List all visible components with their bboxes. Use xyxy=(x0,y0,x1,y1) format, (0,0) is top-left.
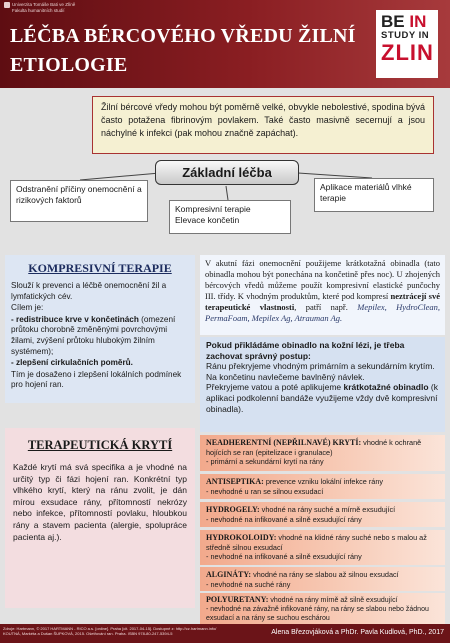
compression-heading: KOMPRESIVNÍ TERAPIE xyxy=(28,261,172,275)
logo-be: BE xyxy=(381,12,405,31)
cover-note: - nevhodné u ran se silnou exsudací xyxy=(206,486,324,496)
procedure-step-3 xyxy=(206,382,439,414)
compression-elevation-node xyxy=(169,200,291,234)
cover-note: - nevhodné na suché rány xyxy=(206,579,291,589)
footer xyxy=(0,624,450,643)
sources xyxy=(3,626,273,636)
bullet-1-rest: (omezení průtoku chorobně změněnými povrchovými žilami, zvýšení průtoku hlubokým žilním systémem); xyxy=(11,314,176,356)
intro-box: Žilní bércové vředy mohou být poměrně velké, obvykle nebolestivé, spodina bývá často potažena fibrinovým povlakem. Také často masivně secernují a jsou náchylné k infekci (pak mohou značně zapáchat). xyxy=(92,96,434,154)
cover-use: vhodné na rány suché a mírně exsudující xyxy=(259,505,396,514)
cover-title: POLYURETANY: xyxy=(206,595,269,604)
bandage-text-c: , patří např. xyxy=(294,301,358,312)
moist-therapy-node: Aplikace materiálů vlhké terapie xyxy=(314,178,434,212)
cover-use: vhodné na rány mírně až silně exsudující xyxy=(268,597,398,604)
procedure-heading: Pokud přikládáme obinadlo na kožní lézi, je třeba zachovat správný postup: xyxy=(206,340,405,361)
cover-use: vhodné na rány se slabou až silnou exsudací xyxy=(251,570,399,579)
source-2: KOUTNÁ, Markéta a Dušan ŠUPKOVÁ, 2015. Ošetřování ran. Praha. ISBN 978-80-247-5394-5 xyxy=(3,631,173,636)
compression-bullet-1 xyxy=(11,315,189,357)
authors: Alena Březovjáková a PhDr. Pavla Kudlová, PhD., 2017 xyxy=(271,629,444,636)
cause-removal-node: Odstranění příčiny onemocnění a rizikových faktorů xyxy=(10,180,148,222)
cover-title: HYDROKOLOIDY: xyxy=(206,533,277,542)
bandage-procedure xyxy=(200,337,445,432)
bullet-2-bold: - zlepšení cirkulačních poměrů. xyxy=(11,358,133,368)
covers-heading: TERAPEUTICKÁ KRYTÍ xyxy=(27,438,173,452)
logo-line-3: ZLIN xyxy=(381,40,434,65)
cover-note: - nevhodné na závažně infikované rány, na rány se slabou nebo žádnou exsudací a na rány se suchou eschárou xyxy=(206,605,429,622)
cover-item-antiseptics xyxy=(200,474,445,499)
cover-item-hydrogels xyxy=(200,502,445,527)
cover-use: vhodné na klidné rány suché nebo s malou až středně silnou exsudací xyxy=(206,533,427,552)
university-name: Univerzita Tomáše Bati ve Zlíně xyxy=(12,2,76,8)
cover-title: ANTISEPTIKA: xyxy=(206,477,264,486)
compression-section xyxy=(5,255,195,403)
cover-note: - primární a sekundární krytí na rány xyxy=(206,457,324,467)
bandage-info xyxy=(200,255,445,335)
compression-label: Kompresivní terapie xyxy=(175,204,251,214)
cover-use: prevence vzniku lokální infekce rány xyxy=(263,477,384,486)
compression-p2: Cílem je: xyxy=(11,303,44,313)
step-3-c: (k aplikaci podkolenní bandáže využijeme vždy dvě kompresivní obinadla). xyxy=(206,382,438,414)
bandage-text-bold: neztrácejí své terapeutické vlastnosti xyxy=(205,290,441,312)
cover-note: - nevhodné na infikované a silně exsudující rány xyxy=(206,552,362,562)
cover-item-polyurethanes xyxy=(200,593,445,624)
connector-left xyxy=(80,173,160,180)
compression-bullet-2 xyxy=(11,358,189,369)
connector-middle xyxy=(226,186,228,200)
step-3-a: Překryjeme vatou a poté aplikujeme xyxy=(206,382,344,393)
step-3-bold: krátkotažné obinadlo xyxy=(343,382,429,393)
cover-item-nonadherent xyxy=(200,435,445,471)
cover-title: NEADHERENTNÍ (NEPŘILNAVÉ) KRYTÍ: xyxy=(206,438,362,447)
compression-p1: Slouží k prevenci a léčbě onemocnění žil a lymfatických cév. xyxy=(11,281,167,301)
cover-item-hydrocolloids xyxy=(200,530,445,565)
covers-section xyxy=(5,428,195,608)
basic-treatment-node: Základní léčba xyxy=(155,160,299,185)
logo-in: IN xyxy=(409,12,427,31)
compression-p3: Tím je dosaženo i zlepšení lokálních podmínek pro hojení ran. xyxy=(11,369,182,390)
source-1: Zdroje: Hartmann, © 2017 HARTMANN - RICO a.s. [online]. Praha [cit. 2017-04-15]. Dostupné z: http://cz.hartmann.info/ xyxy=(3,626,217,631)
compression-text xyxy=(5,281,195,391)
title-line-1: LÉČBA BÉRCOVÉHO VŘEDU ŽILNÍ xyxy=(10,25,356,47)
procedure-step-1: Ránu překryjeme vhodným primárním a sekundárním krytím. xyxy=(206,361,435,372)
title-line-2: ETIOLOGIE xyxy=(10,54,128,76)
procedure-step-2: Na končetinu navlečeme bavlněný návlek. xyxy=(206,371,365,382)
cover-title: ALGINÁTY: xyxy=(206,570,252,579)
covers-text: Každé krytí má svá specifika a je vhodné na určitý typ či fázi hojení ran. Konkrétní typ vlhkého krytí, který na ránu zvolit, je dán mírou exsudace rány, přítomností nekrózy nebo infekce, přítomností povlaku, hloubkou rány a stavem pacienta (alergie, spolupráce pacienta aj.). xyxy=(13,462,187,542)
cover-title: HYDROGELY: xyxy=(206,505,260,514)
cover-note: - nevhodné na infikované a silně exsudující rány xyxy=(206,514,362,524)
logo-line-2: STUDY IN xyxy=(381,30,430,41)
elevation-label: Elevace končetin xyxy=(175,215,240,225)
cover-use: vhodné k ochraně hojících se ran (epitelizace i granulace) xyxy=(206,438,422,457)
bandage-text-a: V akutní fázi onemocnění použijeme krátkotažná obinadla (tato obinadla mohou být ponechána na končetině přes noc). U zhojených bércových vředů můžeme použít kompresivní elastické punčochy III. třídy. K vhodným produktům, které pod kompresí xyxy=(205,258,440,301)
cover-item-alginates xyxy=(200,567,445,591)
faculty-name: Fakulta humanitních studií xyxy=(12,8,65,13)
product-list: Mepilex, HydroClean, PermaFoam, Mepilex Ag, Atrauman Ag. xyxy=(205,301,440,323)
bullet-1-bold: - redistribuce krve v končetinách xyxy=(11,314,139,324)
